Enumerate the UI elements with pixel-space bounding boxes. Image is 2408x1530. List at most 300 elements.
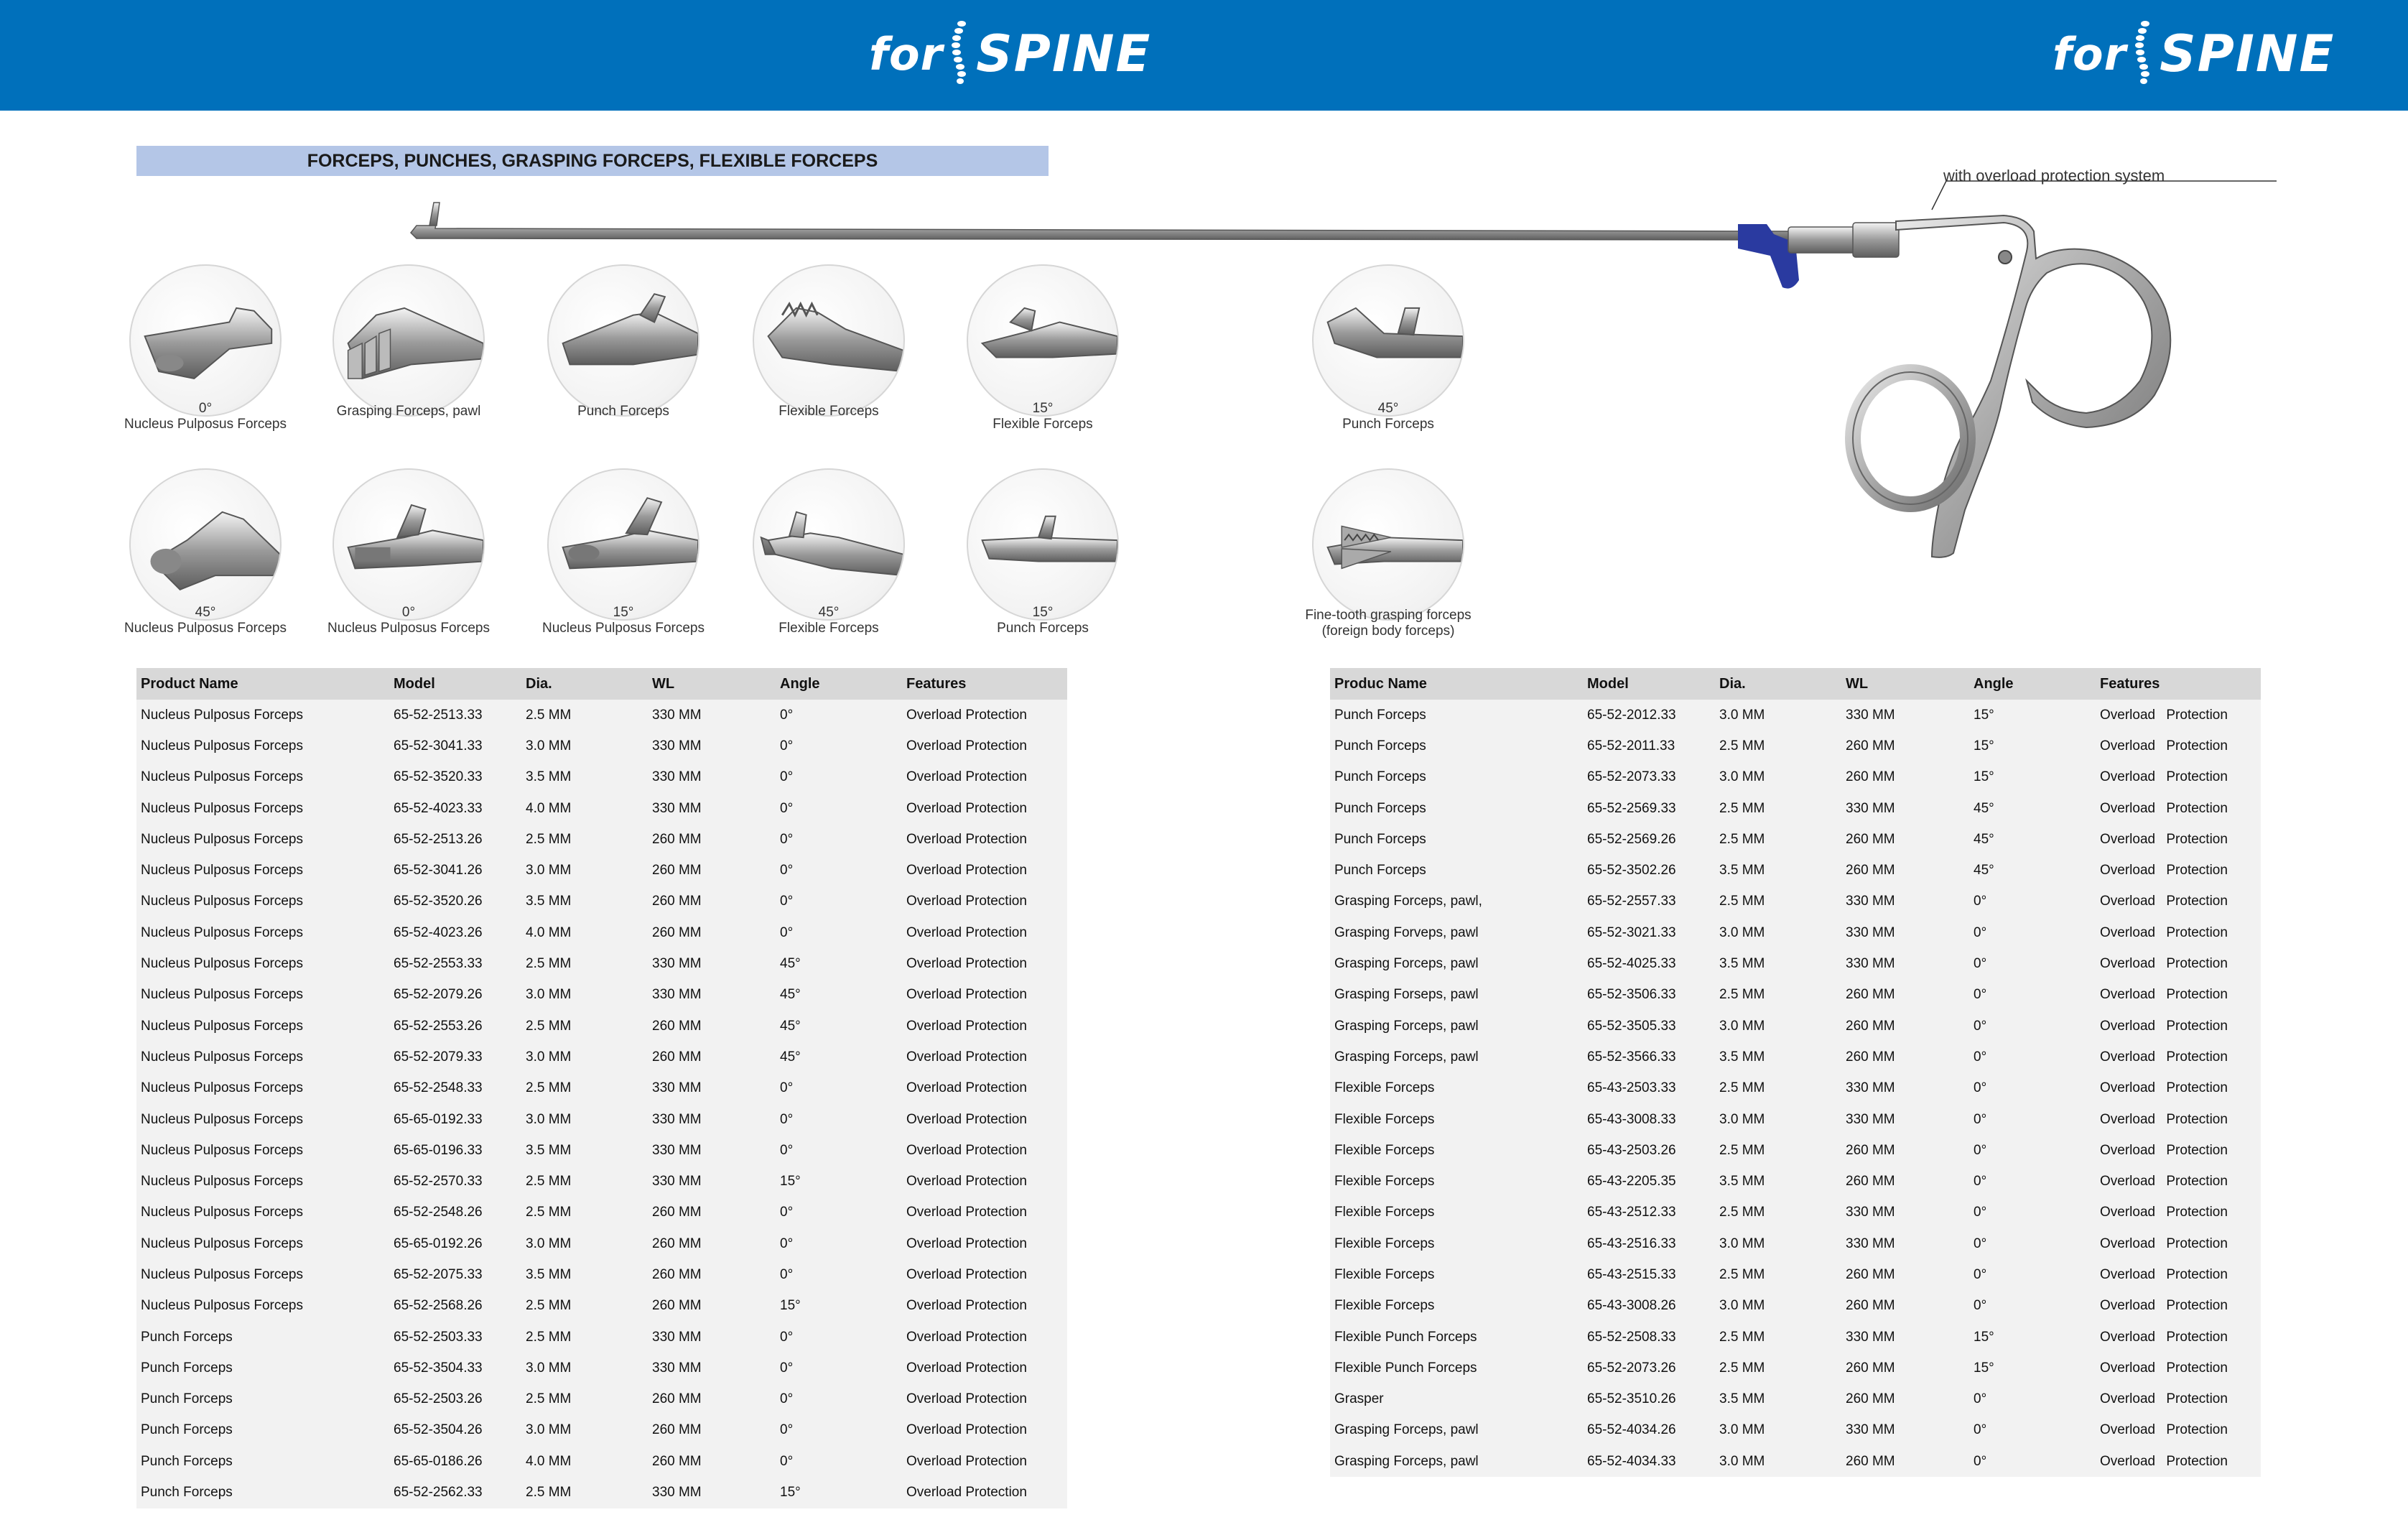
thumbnail-caption: Punch Forceps: [997, 621, 1089, 636]
cell-diameter: 2.5 MM: [1715, 1259, 1841, 1290]
cell-angle: 0°: [776, 824, 902, 855]
table-row: [1330, 1322, 2261, 1353]
column-header: Angle: [776, 668, 902, 700]
cell-model: 65-52-2557.33: [1583, 886, 1715, 917]
table-row: [1330, 793, 2261, 824]
table-row: [1330, 886, 2261, 917]
cell-features: Overload Protection: [2096, 1228, 2261, 1259]
column-header: WL: [648, 668, 776, 700]
cell-features: Overload Protection: [2096, 1104, 2261, 1135]
table-row: [136, 762, 1067, 793]
cell-features: Overload Protection: [2096, 855, 2261, 886]
cell-angle: 15°: [776, 1291, 902, 1322]
cell-diameter: 2.5 MM: [1715, 886, 1841, 917]
brand-for-text: for: [869, 27, 944, 80]
brand-spine-text: SPINE: [976, 24, 1152, 83]
cell-angle: 45°: [1969, 824, 2096, 855]
thumbnail-caption: Flexible Forceps: [778, 621, 879, 636]
thumbnail-caption: Nucleus Pulposus Forceps: [124, 621, 287, 636]
table-row: [1330, 1073, 2261, 1104]
cell-product-name: Punch Forceps: [136, 1446, 389, 1477]
cell-model: 65-52-2569.33: [1583, 793, 1715, 824]
column-header: Dia.: [521, 668, 648, 700]
cell-features: Overload Protection: [2096, 1135, 2261, 1166]
cell-model: 65-52-3502.26: [1583, 855, 1715, 886]
cell-diameter: 3.0 MM: [1715, 762, 1841, 793]
table-row: [136, 886, 1067, 917]
cell-angle: 0°: [776, 1228, 902, 1259]
table-row: [1330, 1228, 2261, 1259]
cell-diameter: 2.5 MM: [521, 1073, 648, 1104]
thumbnail-angle: 45°: [818, 605, 840, 620]
cell-features: Overload Protection: [902, 1353, 1067, 1383]
thumbnail-caption: Grasping Forceps, pawl: [336, 404, 481, 419]
cell-features: Overload Protection: [2096, 1042, 2261, 1072]
cell-diameter: 2.5 MM: [1715, 793, 1841, 824]
cell-product-name: Flexible Forceps: [1330, 1104, 1583, 1135]
cell-working-length: 330 MM: [1841, 700, 1969, 731]
cell-angle: 0°: [776, 1104, 902, 1135]
cell-working-length: 260 MM: [1841, 731, 1969, 761]
cell-angle: 0°: [1969, 1104, 2096, 1135]
cell-model: 65-52-2508.33: [1583, 1322, 1715, 1353]
cell-working-length: 330 MM: [648, 948, 776, 979]
cell-product-name: Nucleus Pulposus Forceps: [136, 917, 389, 948]
cell-working-length: 260 MM: [1841, 1166, 1969, 1197]
cell-product-name: Punch Forceps: [1330, 855, 1583, 886]
cell-working-length: 260 MM: [648, 824, 776, 855]
cell-working-length: 260 MM: [648, 1011, 776, 1042]
cell-product-name: Flexible Forceps: [1330, 1135, 1583, 1166]
cell-model: 65-52-3021.33: [1583, 917, 1715, 948]
cell-features: Overload Protection: [902, 1011, 1067, 1042]
cell-features: Overload Protection: [902, 886, 1067, 917]
cell-model: 65-43-2503.26: [1583, 1135, 1715, 1166]
cell-diameter: 4.0 MM: [521, 917, 648, 948]
cell-working-length: 260 MM: [1841, 1259, 1969, 1290]
cell-product-name: Grasping Forceps, pawl: [1330, 1446, 1583, 1477]
table-row: [1330, 1166, 2261, 1197]
cell-model: 65-52-2553.33: [389, 948, 521, 979]
cell-features: Overload Protection: [2096, 762, 2261, 793]
cell-angle: 0°: [1969, 1197, 2096, 1228]
cell-model: 65-52-2548.26: [389, 1197, 521, 1228]
cell-diameter: 2.5 MM: [521, 1384, 648, 1415]
cell-working-length: 330 MM: [1841, 793, 1969, 824]
cell-angle: 0°: [776, 1259, 902, 1290]
forceps-tip-icon: [129, 468, 282, 621]
cell-model: 65-52-2568.26: [389, 1291, 521, 1322]
cell-product-name: Grasping Forseps, pawl: [1330, 980, 1583, 1011]
cell-angle: 0°: [1969, 886, 2096, 917]
thumbnail-nucleus-pulposus-15: [516, 468, 731, 636]
cell-features: Overload Protection: [2096, 1259, 2261, 1290]
thumbnail-caption: Punch Forceps: [1342, 417, 1434, 432]
cell-working-length: 330 MM: [648, 1073, 776, 1104]
cell-working-length: 260 MM: [648, 1446, 776, 1477]
cell-angle: 0°: [1969, 948, 2096, 979]
thumbnail-angle: 0°: [401, 605, 416, 620]
cell-model: 65-43-2516.33: [1583, 1228, 1715, 1259]
cell-working-length: 330 MM: [648, 1166, 776, 1197]
cell-diameter: 2.5 MM: [1715, 1353, 1841, 1383]
cell-features: Overload Protection: [2096, 1291, 2261, 1322]
table-row: [136, 1135, 1067, 1166]
cell-product-name: Punch Forceps: [1330, 762, 1583, 793]
cell-angle: 0°: [1969, 1291, 2096, 1322]
cell-diameter: 2.5 MM: [521, 1197, 648, 1228]
cell-working-length: 260 MM: [648, 1291, 776, 1322]
cell-angle: 0°: [1969, 917, 2096, 948]
table-row: [136, 948, 1067, 979]
cell-angle: 15°: [1969, 762, 2096, 793]
cell-features: Overload Protection: [902, 1446, 1067, 1477]
cell-product-name: Grasping Forceps, pawl: [1330, 948, 1583, 979]
forceps-tip-icon: [129, 264, 282, 417]
cell-working-length: 330 MM: [648, 980, 776, 1011]
cell-angle: 15°: [776, 1166, 902, 1197]
cell-diameter: 3.0 MM: [1715, 1415, 1841, 1446]
cell-diameter: 2.5 MM: [521, 700, 648, 731]
cell-model: 65-52-2011.33: [1583, 731, 1715, 761]
cell-diameter: 3.5 MM: [521, 1259, 648, 1290]
table-row: [136, 1477, 1067, 1508]
table-row: [1330, 1011, 2261, 1042]
cell-working-length: 330 MM: [648, 1135, 776, 1166]
cell-product-name: Punch Forceps: [136, 1384, 389, 1415]
cell-product-name: Nucleus Pulposus Forceps: [136, 1104, 389, 1135]
cell-working-length: 330 MM: [1841, 1228, 1969, 1259]
table-row: [136, 1104, 1067, 1135]
table-row: [1330, 980, 2261, 1011]
cell-angle: 0°: [1969, 1446, 2096, 1477]
cell-product-name: Nucleus Pulposus Forceps: [136, 762, 389, 793]
cell-model: 65-52-2075.33: [389, 1259, 521, 1290]
cell-diameter: 3.5 MM: [521, 1135, 648, 1166]
cell-product-name: Punch Forceps: [1330, 731, 1583, 761]
cell-diameter: 3.0 MM: [1715, 1011, 1841, 1042]
column-header: Features: [902, 668, 1067, 700]
cell-model: 65-43-2515.33: [1583, 1259, 1715, 1290]
cell-working-length: 330 MM: [648, 1104, 776, 1135]
cell-angle: 45°: [776, 1011, 902, 1042]
table-row: [1330, 1135, 2261, 1166]
cell-diameter: 3.0 MM: [521, 1228, 648, 1259]
column-header: Angle: [1969, 668, 2096, 700]
cell-diameter: 3.0 MM: [521, 1415, 648, 1446]
cell-product-name: Nucleus Pulposus Forceps: [136, 700, 389, 731]
cell-diameter: 3.0 MM: [1715, 917, 1841, 948]
cell-working-length: 260 MM: [1841, 762, 1969, 793]
cell-features: Overload Protection: [902, 917, 1067, 948]
cell-model: 65-65-0192.33: [389, 1104, 521, 1135]
table-row: [136, 1384, 1067, 1415]
forceps-tip-icon: [753, 468, 905, 621]
cell-diameter: 3.5 MM: [521, 886, 648, 917]
table-row: [1330, 1353, 2261, 1383]
column-header: Dia.: [1715, 668, 1841, 700]
cell-features: Overload Protection: [902, 824, 1067, 855]
forceps-tip-icon: [967, 264, 1119, 417]
cell-model: 65-52-4023.26: [389, 917, 521, 948]
cell-diameter: 2.5 MM: [1715, 1197, 1841, 1228]
thumbnail-nucleus-pulposus-45: [98, 468, 313, 636]
cell-features: Overload Protection: [2096, 1073, 2261, 1104]
cell-model: 65-52-3041.26: [389, 855, 521, 886]
cell-product-name: Nucleus Pulposus Forceps: [136, 886, 389, 917]
cell-features: Overload Protection: [2096, 917, 2261, 948]
forceps-tip-icon: [753, 264, 905, 417]
cell-model: 65-52-3504.26: [389, 1415, 521, 1446]
cell-angle: 0°: [776, 1322, 902, 1353]
cell-features: Overload Protection: [902, 700, 1067, 731]
cell-diameter: 3.5 MM: [1715, 855, 1841, 886]
table-row: [136, 980, 1067, 1011]
thumbnail-caption: Fine-tooth grasping forceps: [1305, 608, 1472, 623]
cell-diameter: 4.0 MM: [521, 793, 648, 824]
brand-spine-text: SPINE: [2160, 24, 2335, 83]
thumbnail-punch: [516, 264, 731, 419]
table-row: [136, 824, 1067, 855]
brand-for-text: for: [2053, 27, 2127, 80]
cell-working-length: 260 MM: [648, 917, 776, 948]
cell-working-length: 330 MM: [1841, 917, 1969, 948]
spine-icon: [949, 19, 970, 88]
cell-working-length: 330 MM: [1841, 1073, 1969, 1104]
cell-working-length: 330 MM: [648, 1322, 776, 1353]
cell-model: 65-43-2512.33: [1583, 1197, 1715, 1228]
thumbnail-angle: 15°: [613, 605, 634, 620]
cell-diameter: 3.0 MM: [521, 980, 648, 1011]
cell-model: 65-52-3505.33: [1583, 1011, 1715, 1042]
column-header: Model: [389, 668, 521, 700]
cell-diameter: 2.5 MM: [521, 1477, 648, 1508]
section-title: FORCEPS, PUNCHES, GRASPING FORCEPS, FLEXIBLE FORCEPS: [136, 146, 1049, 176]
cell-product-name: Flexible Forceps: [1330, 1228, 1583, 1259]
cell-features: Overload Protection: [2096, 980, 2261, 1011]
table-row: [1330, 1042, 2261, 1072]
cell-diameter: 3.0 MM: [1715, 700, 1841, 731]
cell-model: 65-65-0186.26: [389, 1446, 521, 1477]
cell-model: 65-52-2012.33: [1583, 700, 1715, 731]
cell-features: Overload Protection: [902, 1477, 1067, 1508]
cell-product-name: Flexible Forceps: [1330, 1197, 1583, 1228]
cell-angle: 45°: [776, 980, 902, 1011]
cell-model: 65-52-2073.33: [1583, 762, 1715, 793]
overload-callout: with overload protection system: [1943, 167, 2165, 185]
cell-product-name: Nucleus Pulposus Forceps: [136, 1228, 389, 1259]
column-header: Model: [1583, 668, 1715, 700]
table-row: [136, 1322, 1067, 1353]
cell-product-name: Punch Forceps: [136, 1322, 389, 1353]
spine-icon: [2132, 19, 2154, 88]
cell-working-length: 330 MM: [1841, 1104, 1969, 1135]
cell-working-length: 260 MM: [1841, 1353, 1969, 1383]
cell-diameter: 2.5 MM: [521, 1291, 648, 1322]
cell-model: 65-52-3504.33: [389, 1353, 521, 1383]
thumbnail-flexible-45: [721, 468, 936, 636]
table-row: [136, 1291, 1067, 1322]
cell-product-name: Grasping Forceps, pawl: [1330, 1011, 1583, 1042]
cell-diameter: 3.5 MM: [1715, 1166, 1841, 1197]
thumbnail-caption: Flexible Forceps: [778, 404, 879, 419]
cell-product-name: Grasping Forveps, pawl: [1330, 917, 1583, 948]
thumbnail-angle: 15°: [1032, 401, 1054, 416]
column-header: Produc Name: [1330, 668, 1583, 700]
cell-working-length: 330 MM: [648, 762, 776, 793]
cell-diameter: 3.5 MM: [521, 762, 648, 793]
cell-features: Overload Protection: [2096, 1197, 2261, 1228]
cell-model: 65-52-2570.33: [389, 1166, 521, 1197]
cell-angle: 0°: [776, 762, 902, 793]
thumbnail-caption: Nucleus Pulposus Forceps: [542, 621, 705, 636]
table-row: [136, 731, 1067, 761]
cell-product-name: Grasper: [1330, 1384, 1583, 1415]
cell-model: 65-52-2513.26: [389, 824, 521, 855]
forceps-tip-icon: [1312, 468, 1464, 621]
cell-angle: 0°: [776, 1073, 902, 1104]
cell-angle: 45°: [776, 1042, 902, 1072]
table-row: [1330, 917, 2261, 948]
cell-features: Overload Protection: [902, 1104, 1067, 1135]
table-row: [1330, 948, 2261, 979]
table-row: [136, 855, 1067, 886]
cell-features: Overload Protection: [902, 1259, 1067, 1290]
cell-product-name: Nucleus Pulposus Forceps: [136, 1135, 389, 1166]
cell-working-length: 260 MM: [1841, 855, 1969, 886]
table-row: [1330, 1446, 2261, 1477]
thumbnail-caption: Nucleus Pulposus Forceps: [327, 621, 490, 636]
thumbnail-angle: 0°: [198, 401, 213, 416]
table-row: [1330, 1104, 2261, 1135]
thumbnail-caption: Nucleus Pulposus Forceps: [124, 417, 287, 432]
table-row: [1330, 1197, 2261, 1228]
thumbnail-punch-45: [1280, 264, 1496, 432]
cell-model: 65-52-2503.26: [389, 1384, 521, 1415]
forceps-tip-icon: [333, 468, 485, 621]
table-row: [1330, 731, 2261, 761]
cell-angle: 15°: [1969, 1322, 2096, 1353]
cell-diameter: 3.0 MM: [1715, 1446, 1841, 1477]
table-row: [136, 1415, 1067, 1446]
cell-model: 65-52-2569.26: [1583, 824, 1715, 855]
thumbnail-punch-15: [935, 468, 1150, 636]
cell-angle: 0°: [1969, 1073, 2096, 1104]
cell-features: Overload Protection: [902, 1291, 1067, 1322]
cell-model: 65-43-3008.33: [1583, 1104, 1715, 1135]
cell-working-length: 260 MM: [1841, 1042, 1969, 1072]
table-row: [1330, 855, 2261, 886]
cell-product-name: Nucleus Pulposus Forceps: [136, 731, 389, 761]
cell-angle: 0°: [776, 1446, 902, 1477]
cell-model: 65-52-3506.33: [1583, 980, 1715, 1011]
cell-product-name: Flexible Punch Forceps: [1330, 1353, 1583, 1383]
table-row: [136, 1353, 1067, 1383]
cell-product-name: Nucleus Pulposus Forceps: [136, 1197, 389, 1228]
cell-model: 65-52-4023.33: [389, 793, 521, 824]
cell-angle: 0°: [1969, 1384, 2096, 1415]
table-row: [1330, 1291, 2261, 1322]
cell-diameter: 3.0 MM: [521, 855, 648, 886]
cell-product-name: Grasping Forceps, pawl: [1330, 1415, 1583, 1446]
cell-product-name: Punch Forceps: [1330, 793, 1583, 824]
cell-features: Overload Protection: [2096, 1011, 2261, 1042]
cell-model: 65-52-4034.26: [1583, 1415, 1715, 1446]
cell-product-name: Flexible Forceps: [1330, 1259, 1583, 1290]
cell-working-length: 260 MM: [648, 1197, 776, 1228]
cell-model: 65-52-2079.33: [389, 1042, 521, 1072]
cell-product-name: Nucleus Pulposus Forceps: [136, 948, 389, 979]
cell-features: Overload Protection: [2096, 700, 2261, 731]
cell-diameter: 2.5 MM: [521, 948, 648, 979]
cell-angle: 45°: [776, 948, 902, 979]
cell-diameter: 2.5 MM: [1715, 980, 1841, 1011]
cell-angle: 0°: [776, 886, 902, 917]
cell-product-name: Grasping Forceps, pawl,: [1330, 886, 1583, 917]
table-row: [136, 1197, 1067, 1228]
cell-angle: 0°: [1969, 980, 2096, 1011]
cell-angle: 0°: [776, 1197, 902, 1228]
cell-working-length: 330 MM: [1841, 948, 1969, 979]
cell-working-length: 260 MM: [648, 1415, 776, 1446]
cell-product-name: Flexible Forceps: [1330, 1166, 1583, 1197]
cell-diameter: 3.0 MM: [521, 1042, 648, 1072]
cell-model: 65-52-2073.26: [1583, 1353, 1715, 1383]
thumbnail-flexible: [721, 264, 936, 419]
cell-product-name: Nucleus Pulposus Forceps: [136, 1073, 389, 1104]
cell-diameter: 2.5 MM: [521, 1322, 648, 1353]
brand-logo: [869, 14, 1151, 93]
cell-working-length: 330 MM: [648, 1353, 776, 1383]
cell-product-name: Nucleus Pulposus Forceps: [136, 1259, 389, 1290]
cell-working-length: 260 MM: [648, 1042, 776, 1072]
cell-product-name: Grasping Forceps, pawl: [1330, 1042, 1583, 1072]
table-row: [136, 1166, 1067, 1197]
table-row: [136, 793, 1067, 824]
cell-diameter: 3.0 MM: [1715, 1104, 1841, 1135]
cell-features: Overload Protection: [902, 980, 1067, 1011]
cell-model: 65-43-2503.33: [1583, 1073, 1715, 1104]
cell-angle: 0°: [1969, 1011, 2096, 1042]
table-row: [1330, 762, 2261, 793]
cell-product-name: Flexible Forceps: [1330, 1073, 1583, 1104]
brand-logo: [2053, 14, 2335, 93]
column-header: WL: [1841, 668, 1969, 700]
cell-angle: 0°: [776, 731, 902, 761]
table-row: [136, 917, 1067, 948]
cell-product-name: Punch Forceps: [136, 1477, 389, 1508]
cell-features: Overload Protection: [902, 1166, 1067, 1197]
cell-product-name: Punch Forceps: [1330, 824, 1583, 855]
cell-model: 65-52-4034.33: [1583, 1446, 1715, 1477]
column-header: Product Name: [136, 668, 389, 700]
cell-angle: 0°: [776, 793, 902, 824]
cell-diameter: 3.0 MM: [1715, 1228, 1841, 1259]
cell-features: Overload Protection: [902, 1042, 1067, 1072]
cell-product-name: Punch Forceps: [136, 1415, 389, 1446]
table-header-row: [136, 668, 1067, 700]
cell-product-name: Punch Forceps: [136, 1353, 389, 1383]
cell-features: Overload Protection: [2096, 1353, 2261, 1383]
cell-product-name: Punch Forceps: [1330, 700, 1583, 731]
cell-model: 65-52-2513.33: [389, 700, 521, 731]
cell-features: Overload Protection: [2096, 886, 2261, 917]
table-row: [136, 1259, 1067, 1290]
table-row: [1330, 1384, 2261, 1415]
cell-working-length: 260 MM: [648, 1259, 776, 1290]
cell-angle: 0°: [776, 1415, 902, 1446]
forceps-tip-icon: [333, 264, 485, 417]
